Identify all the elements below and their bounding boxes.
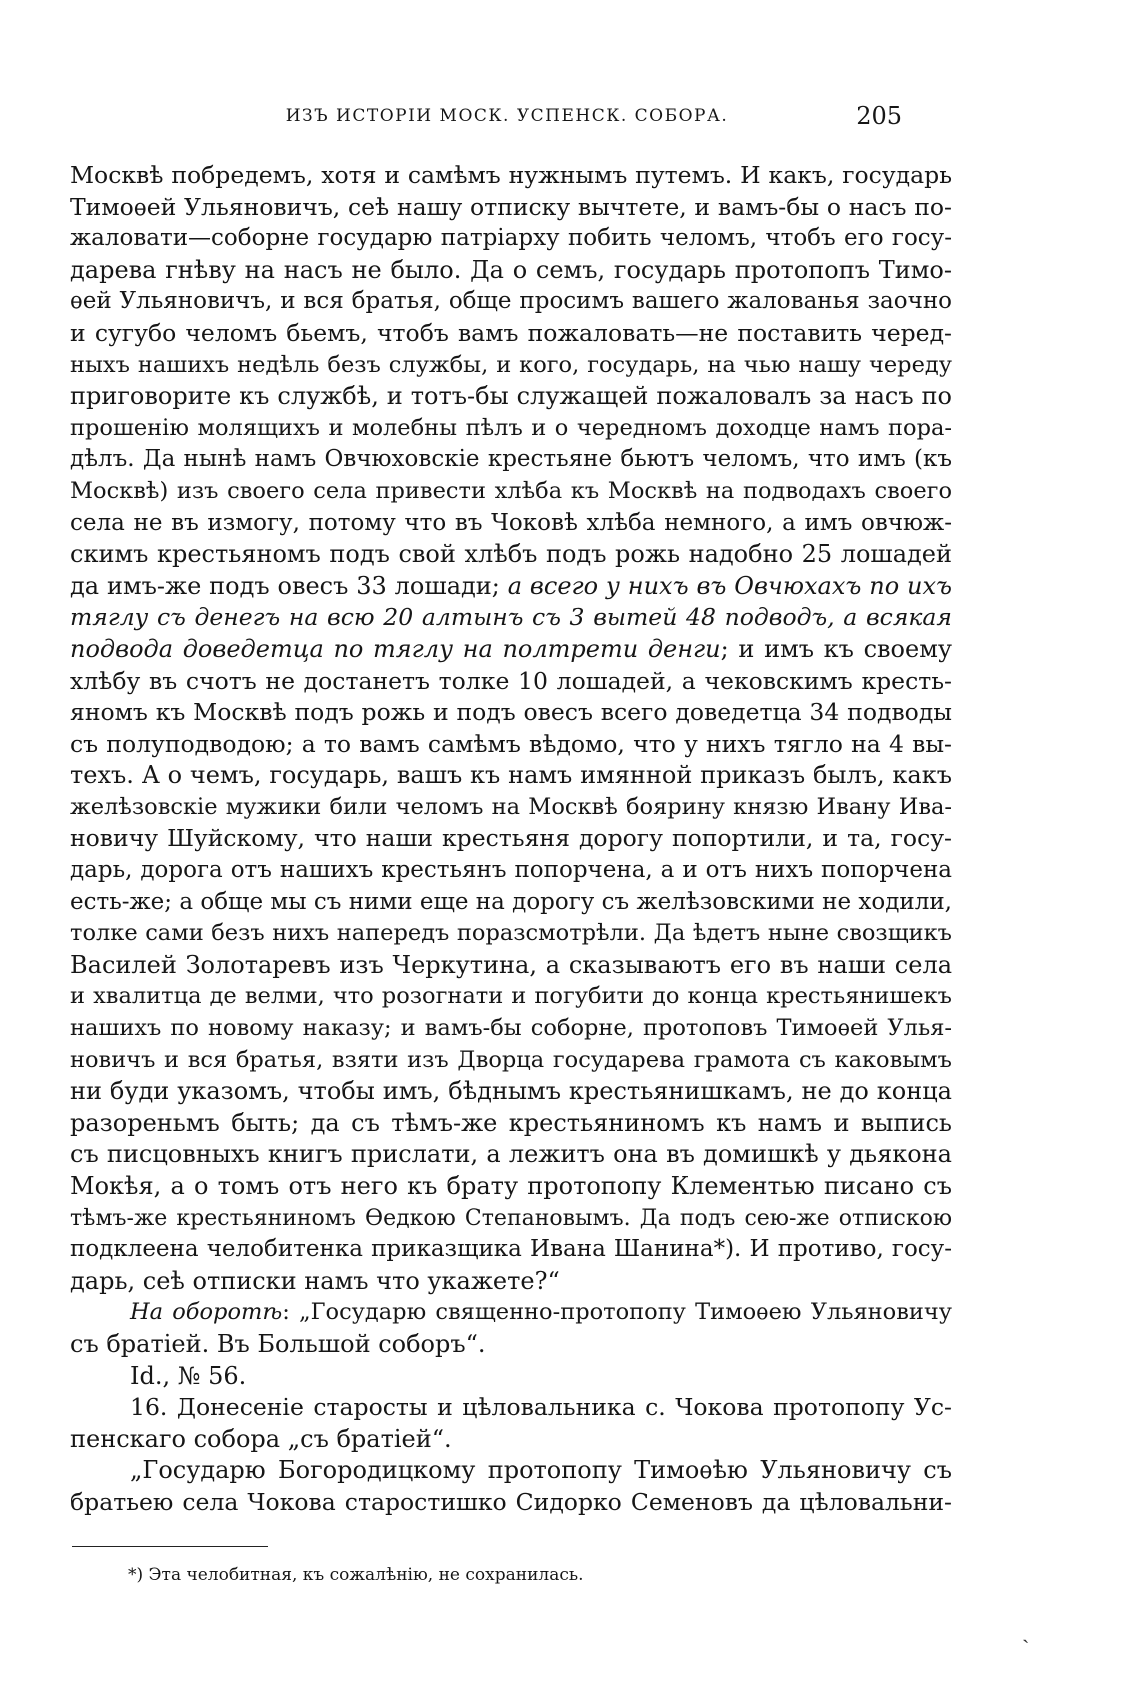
text-segment: дарь, дорога отъ нашихъ крестьянъ попорчена, а и отъ нихъ попорчена xyxy=(70,857,952,884)
body-text xyxy=(70,160,952,1519)
text-segment: нашихъ по новому наказу; и вамъ-бы соборне, протоповъ Тимоѳей Улья- xyxy=(70,1015,952,1042)
text-segment: и сугубо челомъ бьемъ, чтобъ вамъ пожаловать—не поставить черед- xyxy=(70,318,952,347)
running-header xyxy=(70,102,944,132)
text-line xyxy=(70,887,952,919)
text-segment: новичъ и вся братья, взяти изъ Дворца государева грамота съ каковымъ xyxy=(70,1046,952,1073)
footnote: *) Эта челобитная, къ сожалѣнію, не сохранилась. xyxy=(128,1565,584,1585)
text-segment: пенскаго собора „съ братіей“. xyxy=(70,1424,452,1453)
text-line xyxy=(70,1076,952,1108)
text-line xyxy=(70,1045,952,1077)
text-line xyxy=(70,1013,952,1045)
text-segment: хлѣбу въ счотъ не достанетъ толке 10 лошадей, а чековскимъ кресть- xyxy=(70,666,952,695)
text-line xyxy=(70,1108,952,1140)
text-line xyxy=(70,1487,952,1519)
text-segment: дарева гнѣву на насъ не было. Да о семъ, государь протопопъ Тимо- xyxy=(70,255,952,284)
text-segment: съ писцовныхъ книгъ прислати, а лежитъ она въ домишкѣ у дьякона xyxy=(70,1140,952,1169)
text-segment: Василей Золотаревъ изъ Черкутина, а сказываютъ его въ наши села xyxy=(70,950,952,979)
text-segment: Москвѣ) изъ своего села привести хлѣба къ Москвѣ на подводахъ своего xyxy=(70,477,952,504)
text-segment: съ полуподводою; а то вамъ самѣмъ вѣдомо, что у нихъ тягло на 4 вы- xyxy=(70,729,952,758)
text-line xyxy=(70,981,952,1013)
italic-segment: тяглу съ денегъ на всю 20 алтынъ съ 3 вытей 48 подводъ, а всякая xyxy=(70,603,952,632)
text-line xyxy=(70,192,952,224)
text-segment: приговорите къ службѣ, и тотъ-бы служащей пожаловалъ за насъ по xyxy=(70,382,952,411)
text-segment: тѣмъ-же крестьяниномъ Ѳедкою Степановымъ. Да подъ сею-же отпискою xyxy=(70,1205,952,1231)
text-line xyxy=(70,823,952,855)
text-line xyxy=(70,666,952,698)
text-segment: разореньмъ быть; да съ тѣмъ-же крестьяниномъ къ намъ и выпись xyxy=(70,1108,952,1137)
text-line xyxy=(70,1203,952,1235)
text-segment: яномъ къ Москвѣ подъ рожь и подъ овесъ всего доведетца 34 подводы xyxy=(70,698,952,727)
text-line xyxy=(70,255,952,287)
text-line xyxy=(70,508,952,540)
text-segment: да имъ-же подъ овесъ 33 лошади; xyxy=(70,571,508,600)
text-segment: съ братіей. Въ Большой соборъ“. xyxy=(70,1329,486,1358)
text-line xyxy=(70,413,952,445)
text-line xyxy=(70,855,952,887)
text-segment: „Государю Богородицкому протопопу Тимоѳѣю Ульяновичу съ xyxy=(130,1456,952,1485)
text-line xyxy=(70,476,952,508)
text-line xyxy=(70,1139,952,1171)
text-line xyxy=(70,1297,952,1329)
text-segment: новичу Шуйскому, что наши крестьяня дорогу попортили, и та, госу- xyxy=(70,824,952,853)
text-segment: дѣлъ. Да нынѣ намъ Овчюховскіе крестьяне бьютъ челомъ, что имъ (къ xyxy=(70,446,952,473)
text-line xyxy=(70,602,952,634)
text-line xyxy=(70,1424,952,1456)
text-segment: есть-же; а обще мы съ ними еще на дорогу съ желѣзовскими не ходили, xyxy=(70,888,952,915)
text-segment: прошенію молящихъ и молебны пѣлъ и о чередномъ доходце намъ пора- xyxy=(70,414,952,441)
text-line xyxy=(70,634,952,666)
text-line xyxy=(70,1266,952,1298)
text-line xyxy=(70,286,952,318)
text-line xyxy=(70,918,952,950)
italic-segment: а всего у нихъ въ Овчюхахъ по ихъ xyxy=(507,571,953,600)
text-segment: скимъ крестьяномъ подъ свой хлѣбъ подъ рожь надобно 25 лошадей xyxy=(70,540,952,569)
text-segment: Тимоѳей Ульяновичъ, сеѣ нашу отписку вычтете, и вамъ-бы о насъ по- xyxy=(70,192,952,221)
stray-ink-mark: ˏ xyxy=(1022,1619,1030,1644)
italic-segment: На оборотѣ xyxy=(130,1299,283,1326)
text-line xyxy=(70,1329,952,1361)
text-segment: дарь, сеѣ отписки намъ что укажете?“ xyxy=(70,1266,560,1295)
text-line xyxy=(70,318,952,350)
page-number: 205 xyxy=(856,102,902,130)
running-title: ИЗЪ ИСТОРІИ МОСК. УСПЕНСК. СОБОРА. xyxy=(285,106,729,126)
text-line xyxy=(70,1392,952,1424)
text-line xyxy=(70,792,952,824)
text-segment: толке сами безъ нихъ напередъ поразсмотрѣли. Да ѣдетъ ныне свозщикъ xyxy=(70,920,952,947)
text-line xyxy=(70,697,952,729)
text-line xyxy=(70,1361,952,1393)
text-line xyxy=(70,223,952,255)
text-line xyxy=(70,444,952,476)
text-segment: и хвалитца де велми, что розогнати и погубити до конца крестьянишекъ xyxy=(70,983,952,1010)
text-segment: Мокѣя, а о томъ отъ него къ брату протопопу Клементью писано съ xyxy=(70,1172,952,1200)
text-line xyxy=(70,950,952,982)
text-segment: братьею села Чокова старостишко Сидорко Семеновъ да цѣловальни- xyxy=(70,1487,952,1516)
text-segment: техъ. А о чемъ, государь, вашъ къ намъ имянной приказъ былъ, какъ xyxy=(70,761,952,790)
text-segment: : „Государю священно-протопопу Тимоѳею Ульяновичу xyxy=(282,1299,953,1326)
footnote-divider xyxy=(72,1546,268,1547)
text-segment: ; и имъ къ своему xyxy=(720,634,952,663)
text-segment: ни буди указомъ, чтобы имъ, бѣднымъ крестьянишкамъ, не до конца xyxy=(70,1077,952,1106)
text-line xyxy=(70,729,952,761)
text-segment: ныхъ нашихъ недѣль безъ службы, и кого, государь, на чью нашу череду xyxy=(70,351,952,378)
text-segment: села не въ измогу, потому что въ Чоковѣ хлѣба немного, а имъ овчюж- xyxy=(70,509,952,536)
text-line xyxy=(70,571,952,603)
text-segment: Id., № 56. xyxy=(130,1361,247,1390)
text-segment: 16. Донесеніе старосты и цѣловальника с. Чокова протопопу Ус- xyxy=(130,1393,952,1422)
italic-segment: подвода доведетца по тяглу на полтрети денги xyxy=(70,634,721,663)
text-segment: Москвѣ побредемъ, хотя и самѣмъ нужнымъ путемъ. И какъ, государь xyxy=(70,161,952,189)
text-segment: желѣзовскіе мужики били челомъ на Москвѣ боярину князю Ивану Ива- xyxy=(70,793,952,820)
text-line xyxy=(70,539,952,571)
text-segment: жаловати—соборне государю патріарху побить челомъ, чтобъ его госу- xyxy=(70,225,952,252)
text-line xyxy=(70,1455,952,1487)
text-line xyxy=(70,381,952,413)
text-segment: подклеена челобитенка приказщика Ивана Шанина*). И противо, госу- xyxy=(70,1236,952,1263)
text-line xyxy=(70,1171,952,1203)
text-line xyxy=(70,760,952,792)
text-segment: ѳей Ульяновичъ, и вся братья, обще просимъ вашего жалованья заочно xyxy=(70,288,952,315)
text-line xyxy=(70,1234,952,1266)
text-line xyxy=(70,350,952,382)
text-line xyxy=(70,160,952,192)
